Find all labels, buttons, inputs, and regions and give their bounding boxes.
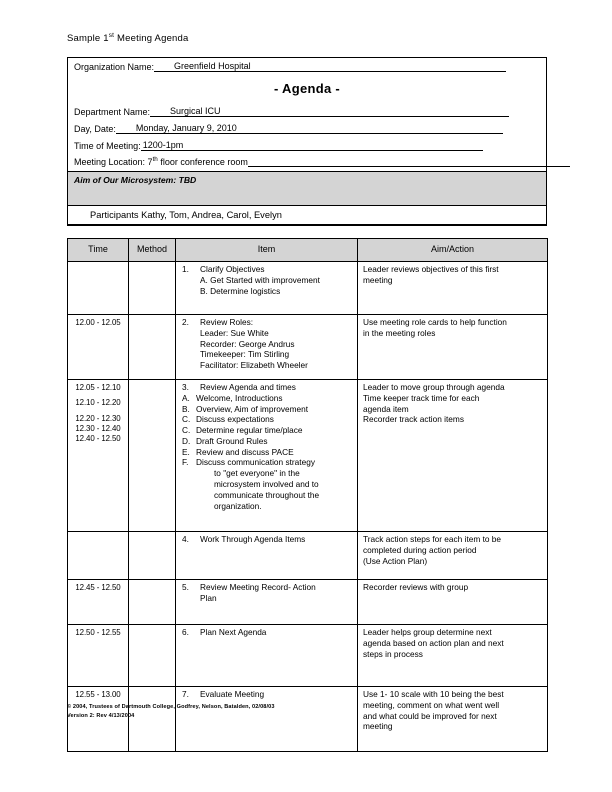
time-value: 12.05 - 12.10 (75, 383, 121, 392)
cell-item (176, 625, 358, 687)
time-of-meeting-field[interactable] (141, 140, 483, 151)
cell-time (68, 580, 129, 625)
item-subline: Timekeeper: Tim Stirling (200, 349, 290, 360)
page-title (67, 33, 189, 44)
agenda-banner: - Agenda - (273, 81, 341, 96)
meeting-location-label (74, 157, 248, 167)
item-sub-letter: C. (182, 414, 191, 425)
aim-action-line: meeting, comment on what went well (363, 699, 500, 710)
cell-time (68, 625, 129, 687)
time-value: 12.40 - 12.50 (75, 434, 121, 444)
item-heading (180, 382, 353, 393)
column-header-aim-action: Aim/Action (358, 239, 548, 262)
item-lettered-subline (180, 414, 353, 425)
item-title: Review Meeting Record- Action (200, 582, 316, 592)
item-title: Review Roles: (200, 317, 254, 327)
time-of-meeting-value: 1200-1pm (142, 140, 184, 150)
department-name-row (68, 103, 546, 120)
department-name-value: Surgical ICU (170, 106, 221, 116)
item-sub-text: Discuss expectations (196, 414, 274, 425)
time-value: 12.30 - 12.40 (75, 423, 121, 433)
item-subline: Leader: Sue White (200, 327, 269, 338)
time-value: 12.55 - 13.00 (75, 690, 121, 699)
cell-aim-action (358, 262, 548, 315)
item-continuation-line: to "get everyone" in the (214, 468, 300, 479)
aim-of-microsystem-strip: Aim of Our Microsystem: TBD (68, 171, 546, 206)
item-heading (180, 627, 353, 638)
cell-method (129, 262, 176, 315)
organization-name-row (68, 58, 546, 75)
item-number: 2. (182, 317, 189, 327)
item-sub-letter: C. (182, 425, 191, 436)
aim-action-line: Time keeper track time for each (363, 392, 480, 403)
cell-method (129, 380, 176, 532)
aim-action-line: in the meeting roles (363, 327, 436, 338)
item-number: 5. (182, 582, 189, 592)
item-sub-text: Overview, Aim of improvement (196, 403, 309, 414)
table-row (68, 262, 548, 315)
footer-version-line: Version 2: Rev 4/13/2004 (67, 712, 135, 719)
day-date-field[interactable] (116, 123, 503, 134)
item-number: 4. (182, 534, 189, 544)
organization-name-field[interactable] (154, 61, 506, 72)
cell-item (176, 315, 358, 380)
cell-aim-action (358, 580, 548, 625)
aim-action-line: Track action steps for each item to be (363, 534, 502, 544)
aim-action-line: Leader to move group through agenda (363, 382, 505, 392)
item-title-wrap: Plan (200, 592, 217, 603)
item-sub-text: Welcome, Introductions (196, 392, 283, 403)
page-title-suffix: Meeting Agenda (114, 33, 189, 44)
item-number: 6. (182, 627, 189, 637)
item-sub-text: Draft Ground Rules (196, 435, 268, 446)
item-sub-letter: E. (182, 446, 190, 457)
meeting-location-label-suffix: floor conference room (157, 157, 248, 167)
item-sub-letter: A. (182, 392, 190, 403)
item-heading (180, 582, 353, 593)
item-title: Evaluate Meeting (200, 689, 265, 699)
time-value: 12.00 - 12.05 (75, 318, 121, 327)
time-of-meeting-row (68, 137, 546, 154)
item-heading (180, 534, 353, 545)
meeting-location-row (68, 154, 546, 171)
item-number: 3. (182, 382, 189, 392)
aim-action-line: Leader reviews objectives of this first (363, 264, 499, 274)
aim-action-line: agenda based on action plan and next (363, 637, 504, 648)
item-sub-letter: F. (182, 457, 189, 468)
aim-action-line: Recorder track action items (363, 414, 464, 425)
item-lettered-subline (180, 425, 353, 436)
aim-action-line: Recorder reviews with group (363, 582, 469, 592)
cell-aim-action (358, 625, 548, 687)
item-lettered-subline (180, 404, 353, 415)
department-name-label: Department Name: (74, 107, 151, 117)
item-heading (180, 264, 353, 275)
document-footer (67, 703, 275, 720)
cell-aim-action (358, 380, 548, 532)
table-row (68, 380, 548, 532)
item-title: Clarify Objectives (200, 264, 265, 274)
item-sub-letter: D. (182, 435, 191, 446)
organization-name-value: Greenfield Hospital (174, 61, 251, 71)
footer-copyright-line: © 2004, Trustees of Dartmouth College, Godfrey, Nelson, Batalden, 02/08/03 (67, 704, 275, 710)
time-value: 12.20 - 12.30 (75, 413, 121, 423)
meeting-location-superscript: th (152, 156, 158, 163)
time-value: 12.50 - 12.55 (75, 628, 121, 637)
item-lettered-subline (180, 393, 353, 404)
agenda-form-header (67, 57, 547, 226)
cell-item (176, 262, 358, 315)
table-row (68, 532, 548, 580)
item-sub-letter: B. (182, 403, 190, 414)
aim-action-line: completed during action period (363, 544, 477, 555)
item-subline: B. Determine logistics (200, 285, 281, 296)
item-sub-text: Discuss communication strategy (196, 457, 315, 468)
aim-action-line: (Use Action Plan) (363, 555, 428, 566)
table-row (68, 315, 548, 380)
item-subline: Recorder: George Andrus (200, 338, 295, 349)
column-header-item: Item (176, 239, 358, 262)
aim-action-line: meeting (363, 274, 393, 285)
item-title: Review Agenda and times (200, 382, 296, 392)
day-date-row (68, 120, 546, 137)
item-sub-text: Review and discuss PACE (196, 446, 294, 457)
item-number: 7. (182, 689, 189, 699)
page-title-prefix: Sample 1 (67, 33, 109, 44)
agenda-table (67, 238, 548, 752)
cell-method (129, 625, 176, 687)
aim-action-line: agenda item (363, 403, 409, 414)
cell-method (129, 532, 176, 580)
cell-method (129, 580, 176, 625)
time-value: 12.45 - 12.50 (75, 583, 121, 592)
item-lettered-subline (180, 447, 353, 458)
cell-item (176, 580, 358, 625)
aim-action-line: meeting (363, 721, 393, 732)
table-row (68, 580, 548, 625)
item-lettered-subline (180, 436, 353, 447)
cell-item (176, 380, 358, 532)
item-continuation-line: organization. (214, 500, 262, 511)
agenda-table-header-row (68, 239, 548, 262)
column-header-method: Method (129, 239, 176, 262)
time-value: 12.10 - 12.20 (75, 398, 121, 408)
item-heading (180, 317, 353, 328)
organization-name-label: Organization Name: (74, 62, 155, 72)
meeting-location-label-prefix: Meeting Location: 7 (74, 157, 153, 167)
table-row (68, 625, 548, 687)
item-sub-text: Determine regular time/place (196, 425, 303, 436)
item-heading (180, 689, 353, 700)
cell-aim-action (358, 687, 548, 752)
item-continuation-line: microsystem involved and to (214, 479, 319, 490)
cell-item (176, 532, 358, 580)
item-number: 1. (182, 264, 189, 274)
item-subline: Facilitator: Elizabeth Wheeler (200, 360, 308, 371)
agenda-table-body (68, 262, 548, 752)
item-continuation-line: communicate throughout the (214, 489, 320, 500)
cell-time (68, 262, 129, 315)
cell-aim-action (358, 315, 548, 380)
department-name-field[interactable] (150, 106, 509, 117)
participants-row: Participants Kathy, Tom, Andrea, Carol, Evelyn (68, 206, 546, 225)
aim-action-line: steps in process (363, 648, 423, 659)
item-subline: A. Get Started with improvement (200, 274, 320, 285)
cell-time (68, 532, 129, 580)
time-of-meeting-label: Time of Meeting: (74, 141, 141, 151)
aim-action-line: Leader helps group determine next (363, 627, 492, 637)
day-date-value: Monday, January 9, 2010 (135, 123, 237, 133)
meeting-location-field[interactable] (248, 166, 570, 167)
column-header-time: Time (68, 239, 129, 262)
cell-method (129, 315, 176, 380)
day-date-label: Day, Date: (74, 124, 116, 134)
item-title: Plan Next Agenda (200, 627, 267, 637)
cell-aim-action (358, 532, 548, 580)
item-lettered-subline (180, 457, 353, 468)
cell-time (68, 380, 129, 532)
cell-time (68, 315, 129, 380)
aim-action-line: and what could be improved for next (363, 710, 497, 721)
item-title: Work Through Agenda Items (200, 534, 306, 544)
aim-action-line: Use meeting role cards to help function (363, 317, 507, 327)
aim-action-line: Use 1- 10 scale with 10 being the best (363, 689, 504, 699)
page-title-superscript: st (108, 31, 115, 39)
